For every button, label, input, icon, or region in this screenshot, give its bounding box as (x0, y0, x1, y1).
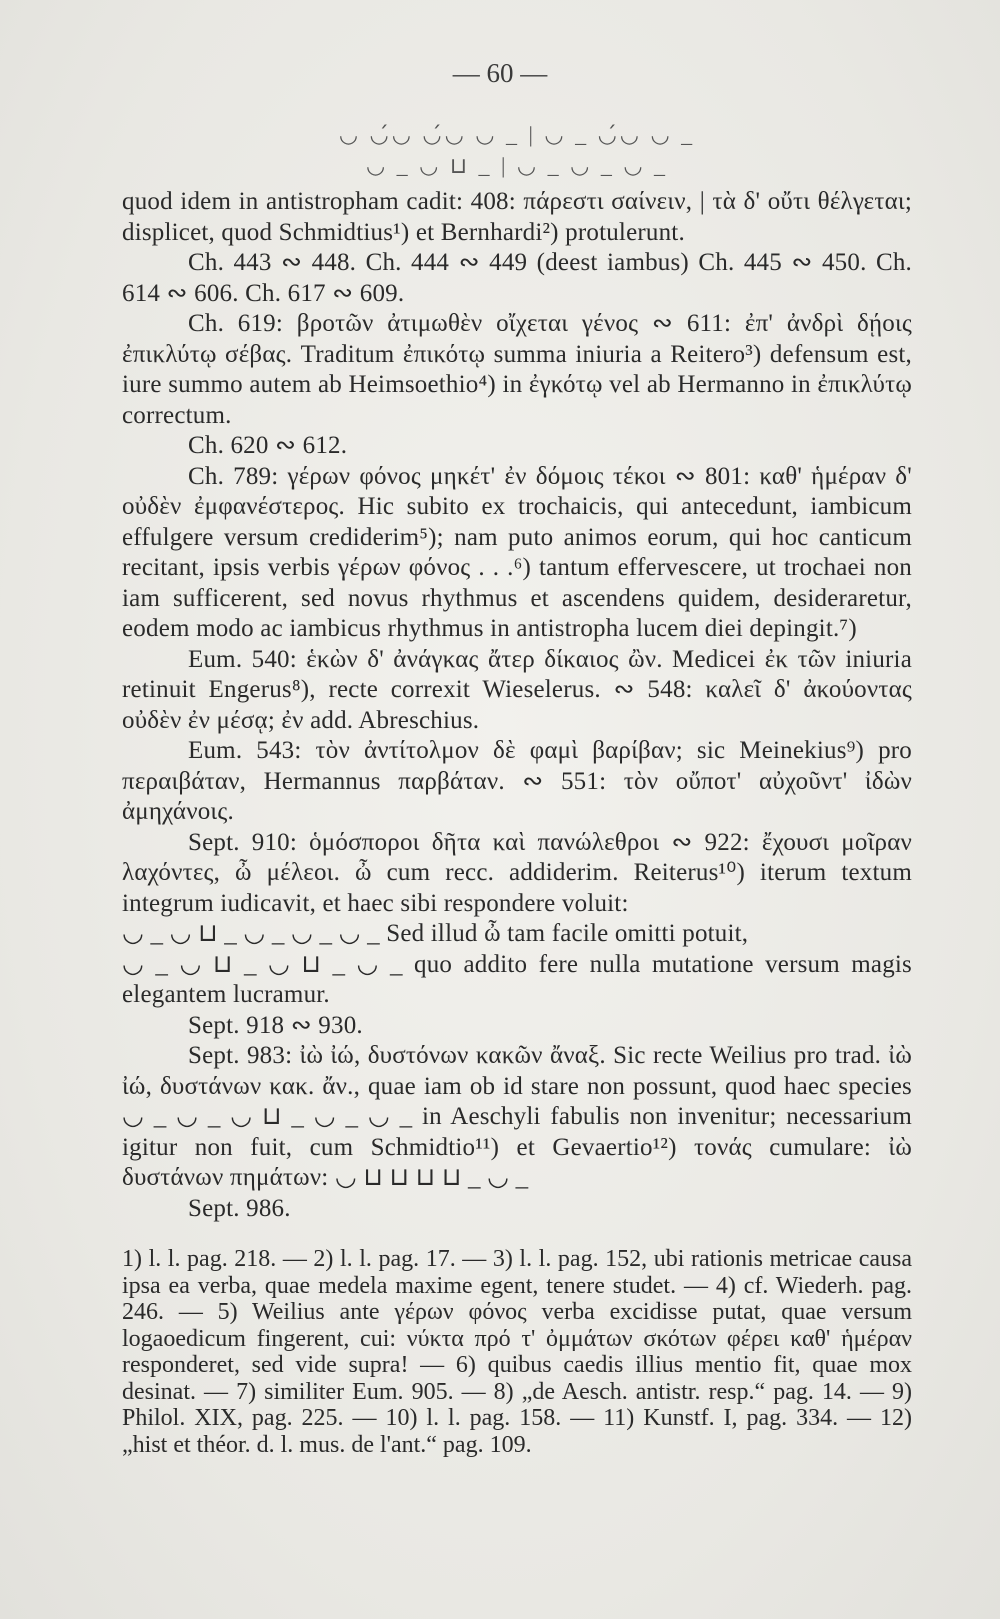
main-text (122, 120, 912, 1224)
paragraph-6: Eum. 540: ἑκὼν δ' ἀνάγκας ἄτερ δίκαιος ὢν. Medicei ἐκ τῶν iniuria retinuit Engerus⁸), recte correxit Wieselerus. ∾ 548: καλεῖ δ' ἀκούοντας οὐδὲν ἐν μέσᾳ; ἐν add. Abreschius. (122, 645, 912, 734)
paragraph-3: Ch. 619: βροτῶν ἀτιμωθὲν οἴχεται γένος ∾ 611: ἐπ' ἀνδρὶ δῄοις ἐπικλύτῳ σέβας. Traditum ἐπικότῳ summa iniuria a Reitero³) defensum est, iure summo autem ab Heimsoethio⁴) in ἐγκότῳ vel ab Hermanno in ἐπικλύτῳ correctum. (122, 310, 912, 429)
paragraph-11: Sept. 918 ∾ 930. (188, 1011, 363, 1039)
paragraph-1: quod idem in antistropham cadit: 408: πάρεστι σαίνειν, | τὰ δ' οὔτι θέλγεται; displicet, quod Schmidtius¹) et Bernhardi²) protulerunt. (122, 188, 912, 246)
meter-line-1: ◡ ◡́◡ ◡́◡ ◡ _ | ◡ _ ◡́◡ ◡ _ (338, 122, 696, 147)
paragraph-9: ◡ _ ◡ ⊔ _ ◡ _ ◡ _ ◡ _ Sed illud ὦ tam facile omitti potuit, (122, 920, 749, 947)
paragraph-5: Ch. 789: γέρων φόνος μηκέτ' ἐν δόμοις τέκοι ∾ 801: καθ' ἡμέραν δ' οὐδὲν ἐμφανέστερος. Hic subito ex trochaicis, qui antecedunt, iambicum effulgere versum crediderim⁵); nam puto animos eorum, qui hoc canticum recitant, ipsis verbis γέρων φόνος . . .⁶) tantum effervescere, ut trochaei non iam sufficerent, sed novus rhythmus et ascendens quidem, desideraretur, eodem modo ac iambicus rhythmus in antistropha lucem diei depingit.⁷) (122, 462, 912, 642)
paragraph-8: Sept. 910: ὁμόσποροι δῆτα καὶ πανώλεθροι ∾ 922: ἔχουσι μοῖραν λαχόντες, ὦ μέλεοι. ὦ cum recc. addiderim. Reiterus¹⁰) iterum textum integrum iudicavit, et haec sibi respondere voluit: (122, 828, 912, 917)
page-number: — 60 — (452, 58, 548, 88)
footnotes: 1) l. l. pag. 218. — 2) l. l. pag. 17. — 3) l. l. pag. 152, ubi rationis metricae causa ipsa ea verba, quae medela maxime egent, tenere studet. — 4) cf. Wiederh. pag. 246. — 5) Weilius ante γέρων φόνος verba excidisse putat, quae versum logaoedicum fingerent, cui: νύκτα πρό τ' ὀμμάτων σκότων φέρει καθ' ἡμέραν responderet, sed vide supra! — 6) quibus caedis illius mentio fit, quae mox desinat. — 7) similiter Eum. 905. — 8) „de Aesch. antistr. resp.“ pag. 14. — 9) Philol. XIX, pag. 225. — 10) l. l. pag. 158. — 11) Kunstf. I, pag. 334. — 12) „hist et théor. d. l. mus. de l'ant.“ pag. 109. (122, 1246, 912, 1458)
paragraph-4: Ch. 620 ∾ 612. (188, 432, 348, 459)
paragraph-10: ◡ _ ◡ ⊔ _ ◡ ⊔ _ ◡ _ quo addito fere nulla mutatione versum magis elegantem lucramur. (122, 950, 912, 1008)
paragraph-2: Ch. 443 ∾ 448. Ch. 444 ∾ 449 (deest iambus) Ch. 445 ∾ 450. Ch. 614 ∾ 606. Ch. 617 ∾ 609. (122, 249, 912, 307)
paragraph-12: Sept. 983: ἰὼ ἰώ, δυστόνων κακῶν ἄναξ. Sic recte Weilius pro trad. ἰὼ ἰώ, δυστάνων κακ. ἄν., quae iam ob id stare non possunt, quod haec species ◡ _ ◡ _ ◡ ⊔ _ ◡ _ ◡ _ in Aeschyli fabulis non invenitur; necessarium igitur non fuit, cum Schmidtio¹¹) et Gevaertio¹²) τονάς cumulare: ἰὼ δυστάνων πημάτων: ◡ ⊔ ⊔ ⊔ ⊔ _ ◡ _ (122, 1042, 912, 1191)
meter-line-2: ◡ _ ◡ ⊔ _ | ◡ _ ◡ _ ◡ _ (365, 152, 669, 178)
paragraph-13: Sept. 986. (188, 1194, 291, 1222)
paragraph-7: Eum. 543: τὸν ἀντίτολμον δὲ φαμὶ βαρίβαν; sic Meinekius⁹) pro περαιβάταν, Hermannus παρβάταν. ∾ 551: τὸν οὔποτ' αὐχοῦντ' ἰδὼν ἀμηχάνοις. (122, 737, 912, 825)
